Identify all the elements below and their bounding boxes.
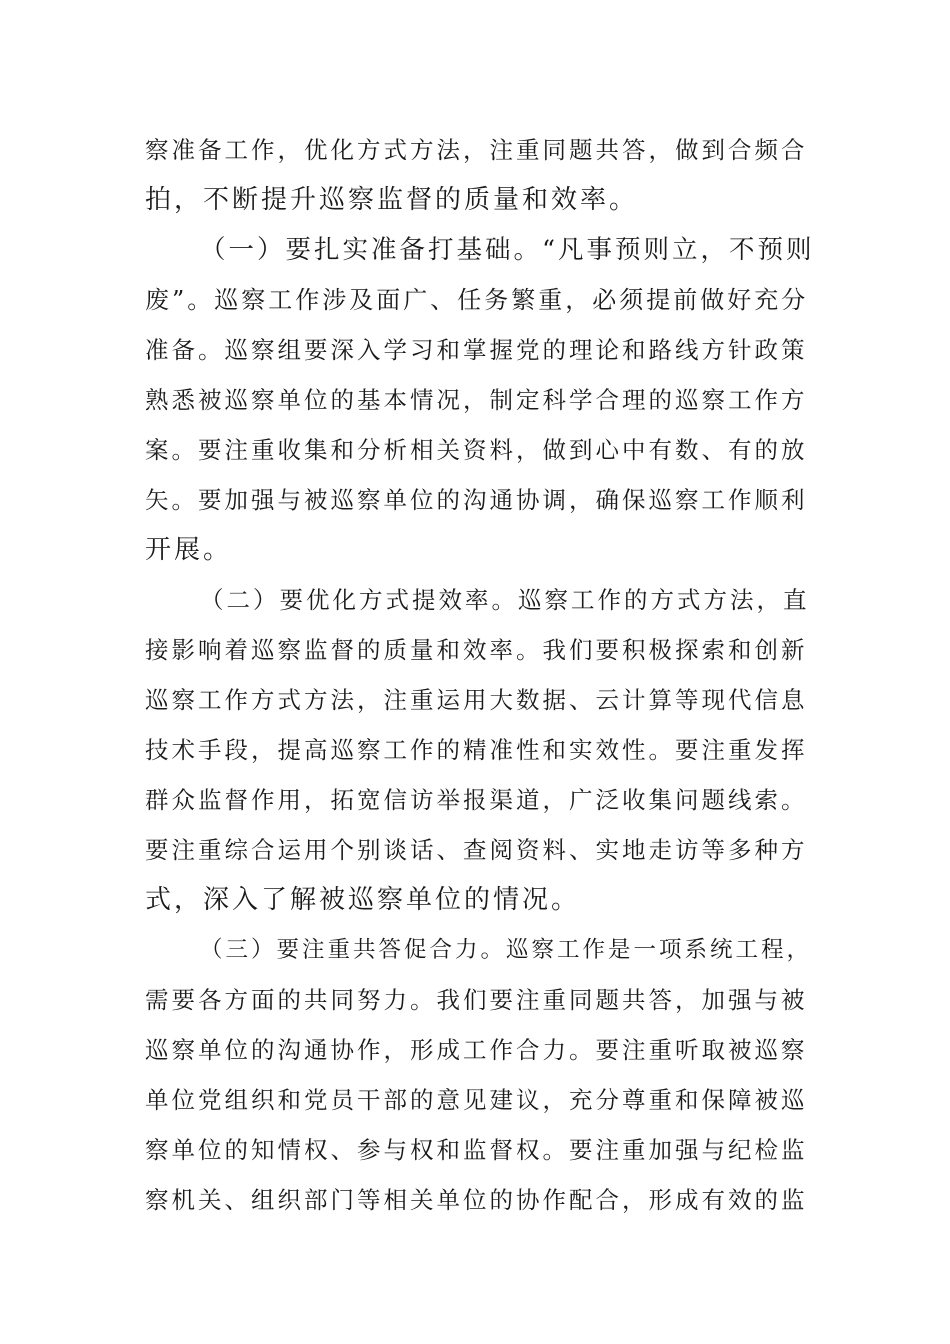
text-line: 接影响着巡察监督的质量和效率。我们要积极探索和创新 (145, 636, 808, 664)
text-line: 拍，不断提升巡察监督的质量和效率。 (145, 185, 639, 215)
text-line: 准备。巡察组要深入学习和掌握党的理论和路线方针政策 (145, 336, 808, 364)
text-line: 开展。 (145, 535, 233, 565)
paragraph-heading-1: （一）要扎实准备打基础。“凡事预则立，不预则 (200, 235, 815, 265)
text-line: 察准备工作，优化方式方法，注重同题共答，做到合频合 (145, 136, 808, 164)
text-line: 巡察工作方式方法，注重运用大数据、云计算等现代信息 (145, 686, 808, 714)
paragraph-heading-3: （三）要注重共答促合力。巡察工作是一项系统工程， (200, 937, 813, 963)
text-line: 熟悉被巡察单位的基本情况，制定科学合理的巡察工作方 (145, 386, 808, 414)
text-line: 巡察单位的沟通协作，形成工作合力。要注重听取被巡察 (145, 1036, 808, 1064)
text-line: 单位党组织和党员干部的意见建议，充分尊重和保障被巡 (145, 1086, 808, 1114)
text-line: 察机关、组织部门等相关单位的协作配合，形成有效的监 (145, 1186, 808, 1214)
text-line: 案。要注重收集和分析相关资料，做到心中有数、有的放 (145, 436, 808, 464)
text-line: 废”。巡察工作涉及面广、任务繁重，必须提前做好充分 (145, 286, 809, 314)
text-line: 矢。要加强与被巡察单位的沟通协调，确保巡察工作顺利 (145, 486, 808, 514)
text-line: 需要各方面的共同努力。我们要注重同题共答，加强与被 (145, 986, 808, 1014)
text-line: 要注重综合运用个别谈话、查阅资料、实地走访等多种方 (145, 836, 808, 864)
text-line: 技术手段，提高巡察工作的精准性和实效性。要注重发挥 (145, 736, 808, 764)
text-line: 式，深入了解被巡察单位的情况。 (145, 885, 581, 915)
text-line: 群众监督作用，拓宽信访举报渠道，广泛收集问题线索。 (145, 786, 808, 814)
text-line: 察单位的知情权、参与权和监督权。要注重加强与纪检监 (145, 1136, 808, 1164)
paragraph-heading-2: （二）要优化方式提效率。巡察工作的方式方法，直 (200, 586, 810, 614)
